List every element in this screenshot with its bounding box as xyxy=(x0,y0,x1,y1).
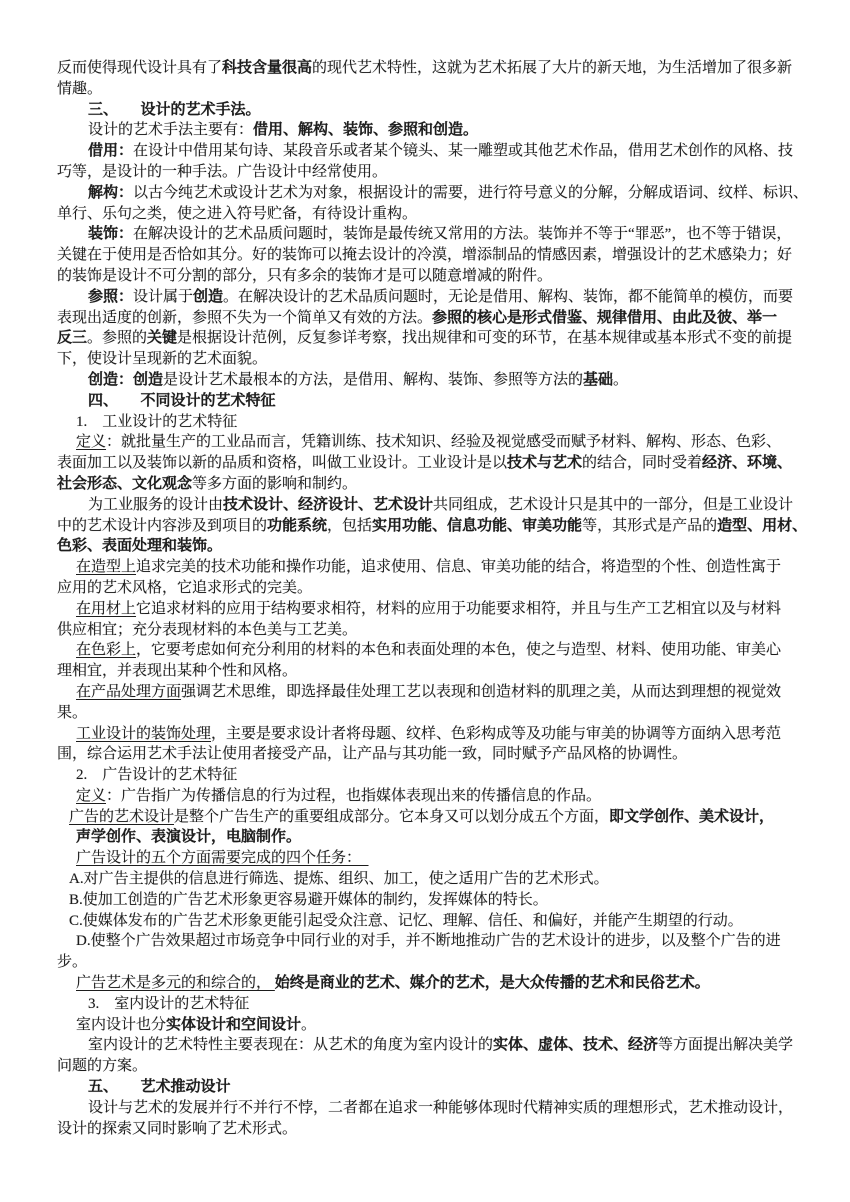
text-line xyxy=(57,661,796,682)
text-line xyxy=(57,516,808,537)
text-line xyxy=(57,79,796,100)
text-run: C.使媒体发布的广告艺术形象更能引起受众注意、记忆、理解、信任、和偏好，并能产生期望的行动。 xyxy=(69,912,743,929)
text-run: 是设计艺术最根本的方法，是借用、解构、装饰、参照等方法的 xyxy=(163,371,584,388)
text-line xyxy=(57,744,796,765)
text-run: 基础 xyxy=(583,371,614,388)
text-line xyxy=(57,1098,796,1119)
text-line xyxy=(57,1056,796,1077)
text-line xyxy=(57,1035,796,1056)
text-run: 装饰： xyxy=(88,226,134,243)
text-run: ，主要是要求设计者将母题、纹样、色彩构成等及功能与审美的协调等方面纳入思考范 xyxy=(211,725,782,742)
text-run: 借用： xyxy=(88,143,134,160)
text-line xyxy=(57,890,796,911)
text-run: 在用材上 xyxy=(76,600,137,617)
text-line xyxy=(57,349,796,370)
text-run: 始终是商业的艺术、媒介的艺术，是大众传播的艺术和民俗艺术。 xyxy=(274,975,710,992)
text-line xyxy=(57,100,796,121)
text-run: 设计的探索又同时影响了艺术形式。 xyxy=(57,1120,298,1137)
text-run: 技术与艺术 xyxy=(507,455,583,472)
text-run: 造型、用材、 xyxy=(717,517,808,534)
text-line xyxy=(57,557,796,578)
text-line xyxy=(57,453,796,474)
text-line xyxy=(57,848,796,869)
text-line xyxy=(57,495,796,516)
text-run: 情趣。 xyxy=(57,80,103,97)
text-run: 创造：创造 xyxy=(88,371,164,388)
text-run: 以古今纯艺术或设计艺术为对象，根据设计的需要，进行符号意义的分解，分解成语词、纹样、标识、 xyxy=(133,184,809,201)
text-line xyxy=(57,308,796,329)
text-run: 是根据设计范例，反复参详考察，找出规律和可变的环节，在基本规律或基本形式不变的前提 xyxy=(177,330,793,347)
text-run: 在造型上 xyxy=(76,559,137,576)
text-run: 参照： xyxy=(88,288,134,305)
text-run: D.使整个广告效果超过市场竞争中同行业的对手，并不断地推动广告的艺术设计的进步，以及整个广告的进 xyxy=(76,933,781,950)
text-line xyxy=(57,994,796,1015)
text-line xyxy=(57,391,796,412)
text-line xyxy=(57,911,796,932)
text-line xyxy=(57,328,796,349)
text-line xyxy=(57,869,796,890)
text-run: 设计的艺术手法主要有： xyxy=(88,122,254,139)
text-run: 1. 工业设计的艺术特征 xyxy=(76,413,238,430)
text-run: 声学创作、表演设计，电脑制作。 xyxy=(76,829,302,846)
text-run: 广告设计的五个方面需要完成的四个任务： xyxy=(76,850,369,867)
text-run: 借用、解构、装饰、参照和创造。 xyxy=(253,122,479,139)
text-line xyxy=(57,703,796,724)
text-run: 色彩、表面处理和装饰。 xyxy=(57,538,223,555)
text-run: 实用功能、信息功能、审美功能 xyxy=(372,517,583,534)
text-run: 社会形态、文化观念 xyxy=(57,475,193,492)
text-line xyxy=(57,287,796,308)
text-run: 表面加工以及装饰以新的品质和资格，叫做工业设计。工业设计是以 xyxy=(57,455,508,472)
text-line xyxy=(57,724,796,745)
text-line xyxy=(57,120,796,141)
text-run: 设计属于 xyxy=(133,288,194,305)
text-run: 技术设计、经济设计、艺术设计 xyxy=(223,496,434,513)
text-line xyxy=(57,1119,796,1140)
text-run: 广告的艺术设计 xyxy=(69,808,175,825)
text-run: 的现代艺术特性，这就为艺术拓展了大片的新天地，为生活增加了很多新 xyxy=(312,60,793,76)
text-line xyxy=(57,682,796,703)
text-run: 共同组成，艺术设计只是其中的一部分，但是工业设计 xyxy=(433,496,794,513)
text-run: 反而使得现代设计具有了 xyxy=(57,60,223,76)
text-run: A.对广告主提供的信息进行筛选、提炼、组织、加工，使之适用广告的艺术形式。 xyxy=(69,871,609,888)
text-line xyxy=(57,620,796,641)
text-run: 关键 xyxy=(147,330,178,347)
text-run: 定义 xyxy=(76,787,107,804)
text-run: 四、 不同设计的艺术特征 xyxy=(88,392,276,409)
text-run: 在设计中借用某句诗、某段音乐或者某个镜头、某一雕塑或其他艺术作品，借用艺术创作的风格、技 xyxy=(133,143,794,160)
text-run: 2. 广告设计的艺术特征 xyxy=(76,767,238,784)
text-line xyxy=(57,474,796,495)
text-line xyxy=(57,973,796,994)
text-run: 等多方面的影响和制约。 xyxy=(192,475,358,492)
text-run: 工业设计的装饰处理 xyxy=(76,725,212,742)
text-line xyxy=(57,952,796,973)
text-run: 。参照的 xyxy=(87,330,148,347)
text-run: 问题的方案。 xyxy=(57,1058,148,1075)
text-run: 为工业服务的设计由 xyxy=(88,496,224,513)
text-run: 步。 xyxy=(57,954,88,971)
text-line xyxy=(57,1015,796,1036)
text-run: 的结合，同时受着 xyxy=(582,455,703,472)
text-run: 理相宜，并表现出某种个性和风格。 xyxy=(57,663,298,680)
text-line xyxy=(57,245,796,266)
text-run: 在色彩上 xyxy=(76,642,137,659)
document-text xyxy=(57,58,809,1139)
text-line xyxy=(57,224,796,245)
text-line xyxy=(57,827,796,848)
text-run: 实体、虚体、技术、经济 xyxy=(493,1037,659,1054)
text-run: 室内设计也分 xyxy=(76,1016,167,1033)
text-run: 应用的艺术风格，它追求形式的完美。 xyxy=(57,579,313,596)
text-line xyxy=(57,204,796,225)
text-run: 强调艺术思维，即选择最佳处理工艺以表现和创造材料的肌理之美，从而达到理想的视觉效 xyxy=(181,683,782,700)
text-line xyxy=(57,58,796,79)
text-line xyxy=(57,266,796,287)
text-line xyxy=(57,536,796,557)
text-run: 三、 设计的艺术手法。 xyxy=(88,101,261,118)
text-run: 。在解决设计的艺术品质问题时，无论是借用、解构、装饰，都不能简单的模仿，而要 xyxy=(223,288,794,305)
text-run: 是整个广告生产的重要组成部分。它本身又可以划分成五个方面， xyxy=(174,808,610,825)
text-run: 在解决设计的艺术品质问题时，装饰是最传统又常用的方法。装饰并不等于“罪恶”，也不等于错误， xyxy=(133,226,792,243)
text-line xyxy=(57,807,796,828)
text-line xyxy=(57,370,796,391)
text-run: 实体设计和空间设计 xyxy=(166,1016,302,1033)
text-run: 下，使设计呈现新的艺术面貌。 xyxy=(57,351,268,368)
text-run: 创造 xyxy=(193,288,224,305)
text-run: 表现出适度的创新，参照不失为一个简单又有效的方法。 xyxy=(57,309,433,326)
text-run: 巧等，是设计的一种手法。广告设计中经常使用。 xyxy=(57,163,388,180)
text-run: 它追求材料的应用于结构要求相符，材料的应用于功能要求相符，并且与生产工艺相宜以及与材料 xyxy=(136,600,782,617)
text-run: 反三 xyxy=(57,330,88,347)
text-run: 中的艺术设计内容涉及到项目的 xyxy=(57,517,268,534)
text-run: B.使加工创造的广告艺术形象更容易避开媒体的制约，发挥媒体的特长。 xyxy=(69,891,548,908)
text-line xyxy=(57,765,796,786)
text-run: ：广告指广为传播信息的行为过程，也指媒体表现出来的传播信息的作品。 xyxy=(106,787,602,804)
text-run: 在产品处理方面 xyxy=(76,683,182,700)
text-run: 供应相宜；充分表现材料的本色美与工艺美。 xyxy=(57,621,358,638)
text-line xyxy=(57,162,796,183)
text-run: 等，其形式是产品的 xyxy=(582,517,718,534)
text-run: 设计与艺术的发展并行不并行不悖，二者都在追求一种能够体现时代精神实质的理想形式，艺术推动设计， xyxy=(88,1099,794,1116)
text-run: 参照的核心是形式借鉴、规律借用、由此及彼、举一 xyxy=(432,309,778,326)
text-run: 经济、环境、 xyxy=(702,455,793,472)
text-run: 解构： xyxy=(88,184,134,201)
text-run: 定义 xyxy=(76,434,107,451)
text-run: 3. 室内设计的艺术特征 xyxy=(88,995,250,1012)
text-run: ：就批量生产的工业品而言，凭籍训练、技术知识、经验及视觉感受而赋予材料、解构、形态、色彩、 xyxy=(106,434,782,451)
text-line xyxy=(57,599,796,620)
text-line xyxy=(57,640,796,661)
text-run: 即文学创作、美术设计， xyxy=(609,808,775,825)
text-run: 关键在于使用是否恰如其分。好的装饰可以掩去设计的冷漠，增添制品的情感因素，增强设计的艺术感染力；好 xyxy=(57,247,793,264)
text-line xyxy=(57,412,796,433)
text-line xyxy=(57,183,809,204)
text-line xyxy=(57,1077,796,1098)
text-run: 功能系统 xyxy=(267,517,328,534)
text-line xyxy=(57,432,796,453)
text-run: 单行、乐句之类，使之进入符号贮备，有待设计重构。 xyxy=(57,205,418,222)
text-line xyxy=(57,141,796,162)
text-run: 五、 艺术推动设计 xyxy=(88,1079,231,1096)
text-run: ，包括 xyxy=(327,517,373,534)
text-run: 等方面提出解决美学 xyxy=(658,1037,794,1054)
text-run: 室内设计的艺术特性主要表现在：从艺术的角度为室内设计的 xyxy=(88,1037,494,1054)
text-run: 的装饰是设计不可分割的部分，只有多余的装饰才是可以随意增减的附件。 xyxy=(57,267,553,284)
text-run: 围，综合运用艺术手法让使用者接受产品，让产品与其功能一致，同时赋予产品风格的协调性。 xyxy=(57,746,688,763)
text-run: 果。 xyxy=(57,704,88,721)
text-line xyxy=(57,786,796,807)
text-run: 科技含量很高 xyxy=(222,60,313,76)
text-run: 追求完美的技术功能和操作功能，追求使用、信息、审美功能的结合，将造型的个性、创造性寓于 xyxy=(136,559,782,576)
text-run: 。 xyxy=(613,371,629,388)
text-run: 。 xyxy=(301,1016,317,1033)
text-line xyxy=(57,578,796,599)
text-line xyxy=(57,931,796,952)
text-run: ，它要考虑如何充分利用的材料的本色和表面处理的本色，使之与造型、材料、使用功能、审美心 xyxy=(136,642,782,659)
text-run: 广告艺术是多元的和综合的， xyxy=(76,975,275,992)
